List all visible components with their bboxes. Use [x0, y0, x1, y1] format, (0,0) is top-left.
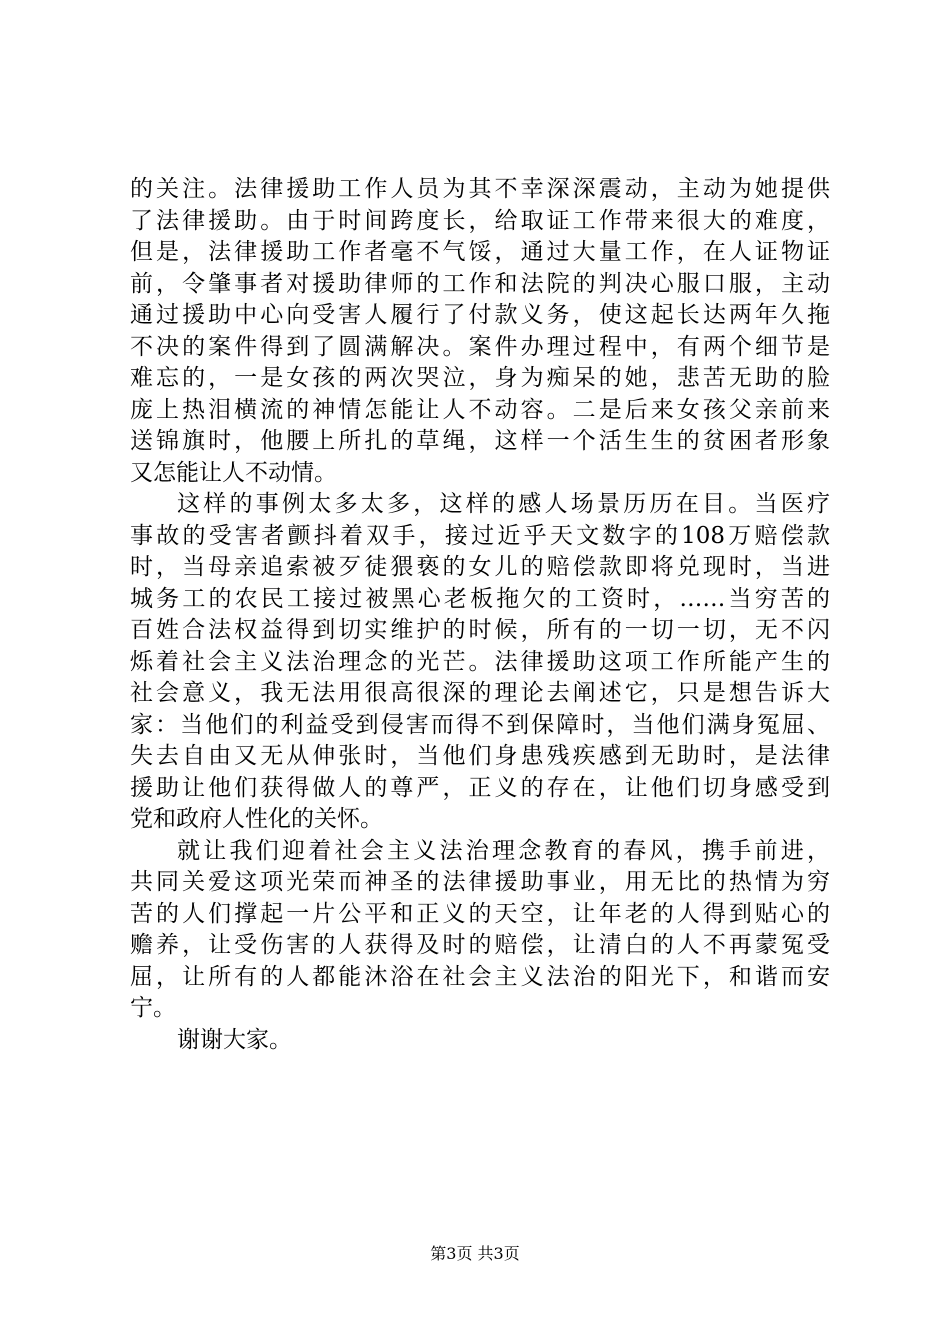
text-line: 就让我们迎着社会主义法治理念教育的春风，携手前进，	[177, 837, 830, 864]
text-line: 前，令肇事者对援助律师的工作和法院的判决心服口服，主动	[130, 270, 830, 297]
text-line: 屈，让所有的人都能沐浴在社会主义法治的阳光下，和谐而安	[130, 963, 830, 990]
text-line: 了法律援助。由于时间跨度长，给取证工作带来很大的难度，	[130, 207, 830, 234]
text-line: 援助让他们获得做人的尊严，正义的存在，让他们切身感受到	[130, 774, 830, 801]
text-line: 失去自由又无从伸张时，当他们身患残疾感到无助时，是法律	[130, 743, 830, 769]
text-line: 事故的受害者颤抖着双手，接过近乎天文数字的108万赔偿款	[130, 522, 830, 549]
text-line: 的关注。法律援助工作人员为其不幸深深震动，主动为她提供	[130, 176, 830, 202]
text-line: 宁。	[130, 995, 176, 1021]
text-line: 城务工的农民工接过被黑心老板拖欠的工资时，……当穷苦的	[130, 585, 830, 612]
text-line: 送锦旗时，他腰上所扎的草绳，这样一个活生生的贫困者形象	[130, 428, 830, 454]
text-line: 通过援助中心向受害人履行了付款义务，使这起长达两年久拖	[130, 302, 830, 328]
text-line: 共同关爱这项光荣而神圣的法律援助事业，用无比的热情为穷	[130, 869, 830, 895]
text-line: 不决的案件得到了圆满解决。案件办理过程中，有两个细节是	[130, 333, 830, 360]
text-line: 时，当母亲追索被歹徒猥亵的女儿的赔偿款即将兑现时，当进	[130, 554, 830, 580]
text-line: 又怎能让人不动情。	[130, 459, 337, 486]
text-line: 党和政府人性化的关怀。	[130, 806, 383, 832]
text-line: 苦的人们撑起一片公平和正义的天空，让年老的人得到贴心的	[130, 900, 830, 927]
text-line: 赡养，让受伤害的人获得及时的赔偿，让清白的人不再蒙冤受	[130, 932, 830, 958]
text-line: 烁着社会主义法治理念的光芒。法律援助这项工作所能产生的	[130, 648, 830, 675]
text-line: 谢谢大家。	[177, 1026, 292, 1053]
text-line: 但是，法律援助工作者毫不气馁，通过大量工作，在人证物证	[130, 239, 830, 265]
body-text	[130, 174, 830, 1056]
text-line: 家：当他们的利益受到侵害而得不到保障时，当他们满身冤屈、	[130, 711, 830, 738]
text-line: 百姓合法权益得到切实维护的时候，所有的一切一切，无不闪	[130, 617, 830, 643]
text-line: 这样的事例太多太多，这样的感人场景历历在目。当医疗	[177, 491, 830, 517]
text-line: 难忘的，一是女孩的两次哭泣，身为痴呆的她，悲苦无助的脸	[130, 365, 830, 391]
text-line: 社会意义，我无法用很高很深的理论去阐述它，只是想告诉大	[130, 680, 830, 706]
page-footer: 第3页 共3页	[430, 1244, 520, 1263]
text-line: 庞上热泪横流的神情怎能让人不动容。二是后来女孩父亲前来	[130, 396, 830, 423]
